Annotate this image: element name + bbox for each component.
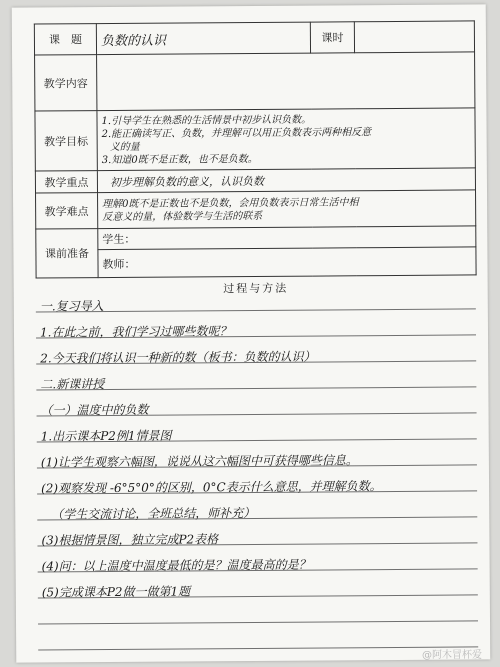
topic-value: 负数的认识 xyxy=(96,22,310,54)
ruled-line xyxy=(38,620,478,624)
period-label: 课时 xyxy=(310,22,354,53)
goals-row xyxy=(35,108,475,171)
lesson-plan-sheet xyxy=(12,4,491,662)
content-row xyxy=(35,52,475,111)
difficulty-label: 教学难点 xyxy=(36,193,98,229)
teacher-label: 教师： xyxy=(98,247,476,278)
process-line: (3)根据情景图，独立完成P2表格 xyxy=(41,532,219,548)
topic-label: 课 题 xyxy=(34,24,96,55)
section-title: 过程与方法 xyxy=(223,281,289,296)
process-line: 1.在此之前，我们学习过哪些数呢？ xyxy=(39,324,232,340)
ruled-line xyxy=(38,646,478,650)
content-label: 教学内容 xyxy=(35,55,97,111)
goal-line: 义的量 xyxy=(109,141,140,153)
watermark: @阿木冒杯爱 xyxy=(422,650,482,661)
process-line: (1)让学生观察六幅图，说说从这六幅图中可获得哪些信息。 xyxy=(40,453,358,470)
period-value xyxy=(354,21,474,53)
process-line: 1.出示课本P2例1情景图 xyxy=(40,428,172,444)
process-line: (5)完成课本P2做一做第1题 xyxy=(41,584,191,600)
difficulty-value xyxy=(98,190,476,229)
prep-teacher-row xyxy=(36,247,476,278)
difficulty-row xyxy=(36,190,476,229)
prep-student-row xyxy=(36,226,476,250)
key-point-value: 初步理解负数的意义，认识负数 xyxy=(97,168,475,193)
topic-row xyxy=(34,21,474,55)
prep-label: 课前准备 xyxy=(36,229,98,278)
process-line: (4)问：以上温度中温度最低的是？温度最高的是？ xyxy=(41,557,311,574)
student-label: 学生： xyxy=(98,226,476,250)
process-line: 一.复习导入 xyxy=(39,299,104,314)
goal-line: 3.知道0既不是正数，也不是负数。 xyxy=(101,153,258,166)
process-line: (2)观察发现 -6°5°0°的区别，0°C表示什么意思，并理解负数。 xyxy=(41,479,382,496)
key-point-label: 教学重点 xyxy=(35,171,97,193)
difficulty-line: 理解0既不是正数也不是负数，会用负数表示日常生活中相 xyxy=(102,196,359,210)
goal-line: 1.引导学生在熟悉的生活情景中初步认识负数。 xyxy=(101,114,312,127)
difficulty-line: 反意义的量，体验数学与生活的联系 xyxy=(102,210,263,223)
key-point-row xyxy=(35,168,475,193)
goals-value xyxy=(97,108,475,171)
lesson-info-table xyxy=(34,20,477,278)
goals-label: 教学目标 xyxy=(35,111,97,171)
process-line: 2.今天我们将认识一种新的数（板书：负数的认识） xyxy=(40,349,316,366)
process-line: （一）温度中的负数 xyxy=(40,402,149,418)
goal-line: 2.能正确读写正、负数，并理解可以用正负数表示两种相反意 xyxy=(101,126,372,140)
content-value xyxy=(97,52,475,111)
process-line: （学生交流讨论，全班总结，师补充） xyxy=(51,505,256,522)
process-line: 二.新课讲授 xyxy=(40,377,105,392)
